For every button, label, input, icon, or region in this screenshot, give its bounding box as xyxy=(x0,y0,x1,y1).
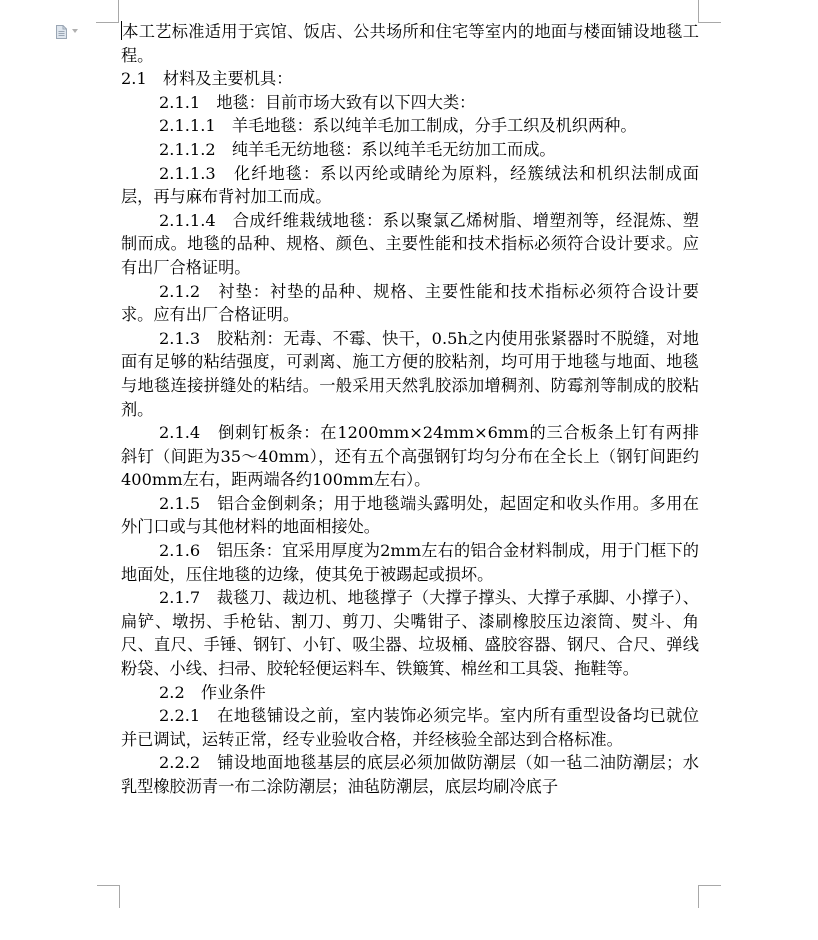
paragraph-2-1-1: 2.1.1 地毯：目前市场大致有以下四大类： xyxy=(159,92,476,112)
paragraph-2-1-1-3: 2.1.1.3 化纤地毯：系以丙纶或睛纶为原料，经簇绒法和机织法制成面层，再与麻布背衬加工而成。 xyxy=(121,163,699,207)
page-corner-bottom-right-mark xyxy=(698,885,721,908)
paragraph-2-1-5: 2.1.5 铝合金倒刺条；用于地毯端头露明处，起固定和收头作用。多用在外门口或与其他材料的地面相接处。 xyxy=(121,493,699,537)
page-corner-top-left-mark xyxy=(96,0,119,23)
paragraph-2-1-2: 2.1.2 衬垫：衬垫的品种、规格、主要性能和技术指标必须符合设计要求。应有出厂合格证明。 xyxy=(121,281,699,325)
document-body[interactable] xyxy=(121,20,699,799)
chevron-down-icon[interactable] xyxy=(72,29,78,33)
paragraph-text: 本工艺标准适用于宾馆、饭店、公共场所和住宅等室内的地面与楼面铺设地毯工程。 xyxy=(121,22,699,65)
paragraph-2-2-1: 2.2.1 在地毯铺设之前，室内装饰必须完毕。室内所有重型设备均已就位并已调试，运转正常，经专业验收合格，并经核验全部达到合格标准。 xyxy=(121,706,699,749)
page-corner-bottom-left-mark xyxy=(97,885,120,908)
paragraph-intro xyxy=(121,20,699,67)
paragraph-2-1-3: 2.1.3 胶粘剂：无毒、不霉、快干，0.5h之内使用张紧器时不脱缝，对地面有足够的粘结强度，可剥离、施工方便的胶粘剂，均可用于地毯与地面、地毯与地毯连接拼缝处的粘结。一般采用天然乳胶添加增稠剂、防霉剂等制成的胶粘剂。 xyxy=(121,328,699,419)
paragraph-2-1-7: 2.1.7 裁毯刀、裁边机、地毯撑子（大撑子撑头、大撑子承脚、小撑子）、扁铲、墩拐、手枪钻、割刀、剪刀、尖嘴钳子、漆刷橡胶压边滚筒、熨斗、角尺、直尺、手锤、钢钉、小钉、吸尘器、垃圾桶、盛胶容器、钢尺、合尺、弹线粉袋、小线、扫帚、胶轮轻便运料车、铁簸箕、棉丝和工具袋、拖鞋等。 xyxy=(121,588,699,679)
paragraph-2-1-1-4: 2.1.1.4 合成纤维栽绒地毯：系以聚氯乙烯树脂、增塑剂等，经混炼、塑制而成。地毯的品种、规格、颜色、主要性能和技术指标必须符合设计要求。应有出厂合格证明。 xyxy=(121,210,699,277)
section-heading-2-1: 2.1 材料及主要机具： xyxy=(121,69,293,89)
paragraph-2-1-4: 2.1.4 倒刺钉板条：在1200mm×24mm×6mm的三合板条上钉有两排斜钉（间距为35～40mm），还有五个高强钢钉均匀分布在全长上（钢钉间距约400mm左右，距两端各约100mm左右）。 xyxy=(121,423,699,490)
section-heading-2-2: 2.2 作业条件 xyxy=(159,682,266,702)
document-icon[interactable] xyxy=(56,25,67,39)
paragraph-2-1-6: 2.1.6 铝压条：宜采用厚度为2mm左右的铝合金材料制成，用于门框下的地面处，压住地毯的边缘，使其免于被踢起或损坏。 xyxy=(121,541,699,584)
paragraph-2-1-1-2: 2.1.1.2 纯羊毛无纺地毯：系以纯羊毛无纺加工而成。 xyxy=(159,139,556,159)
paragraph-2-1-1-1: 2.1.1.1 羊毛地毯：系以纯羊毛加工制成，分手工织及机织两种。 xyxy=(159,116,637,136)
page-corner-top-right-mark xyxy=(698,0,721,23)
paragraph-2-2-2: 2.2.2 铺设地面地毯基层的底层必须加做防潮层（如一毡二油防潮层；水乳型橡胶沥青一布二涂防潮层；油毡防潮层，底层均刷冷底子 xyxy=(121,753,699,796)
